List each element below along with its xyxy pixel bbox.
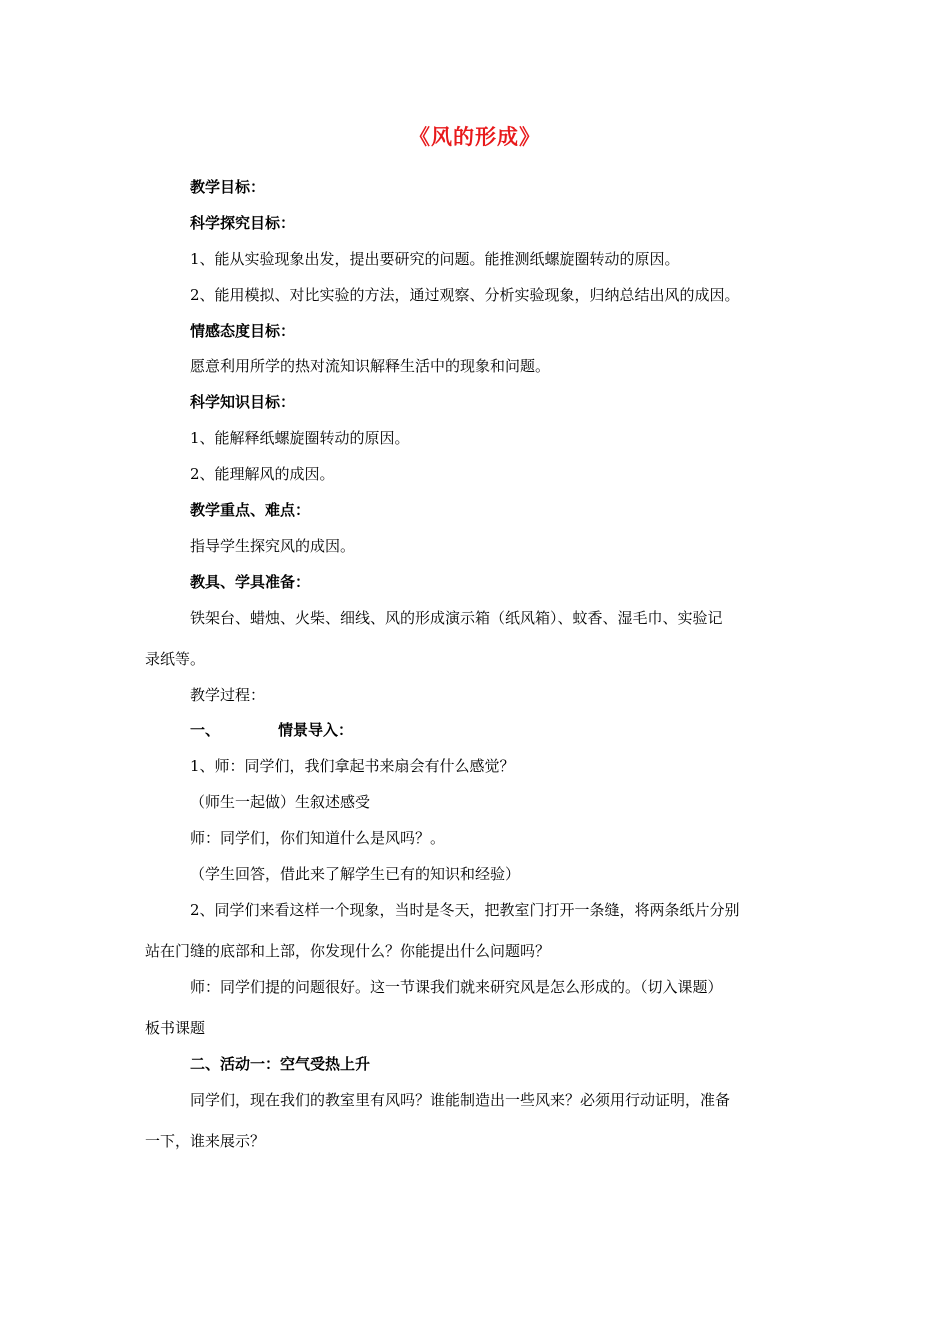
heading-teaching-goals: 教学目标： [190,178,266,196]
paragraph: 1、师：同学们，我们拿起书来扇会有什么感觉？ [190,757,515,775]
paragraph: 1、能从实验现象出发，提出要研究的问题。能推测纸螺旋圈转动的原因。 [190,250,680,268]
paragraph: 1、能解释纸螺旋圈转动的原因。 [190,429,410,447]
heading-activity-one: 二、活动一：空气受热上升 [190,1055,371,1073]
section-number: 一、 [190,721,221,739]
paragraph: 录纸等。 [145,650,206,668]
paragraph: 板书课题 [145,1019,206,1037]
heading-attitude-goals: 情感态度目标： [190,322,296,340]
section-title: 情景导入： [278,721,354,739]
paragraph: 一下，谁来展示？ [145,1132,266,1150]
paragraph: 同学们，现在我们的教室里有风吗？谁能制造出一些风来？必须用行动证明，准备 [190,1091,731,1109]
heading-section-one [190,719,353,741]
paragraph: 2、能用模拟、对比实验的方法，通过观察、分析实验现象，归纳总结出风的成因。 [190,286,740,304]
paragraph: 指导学生探究风的成因。 [190,537,356,555]
paragraph: 师：同学们，你们知道什么是风吗？。 [190,829,446,847]
heading-process: 教学过程： [190,686,266,704]
document-title: 《风的形成》 [409,124,541,149]
paragraph: 2、同学们来看这样一个现象，当时是冬天，把教室门打开一条缝，将两条纸片分别 [190,901,740,919]
heading-key-points: 教学重点、难点： [190,501,311,519]
paragraph: 师：同学们提的问题很好。这一节课我们就来研究风是怎么形成的。（切入课题） [190,978,723,996]
heading-inquiry-goals: 科学探究目标： [190,214,296,232]
heading-knowledge-goals: 科学知识目标： [190,393,296,411]
paragraph: 铁架台、蜡烛、火柴、细线、风的形成演示箱（纸风箱）、蚊香、湿毛巾、实验记 [190,609,723,627]
paragraph: （学生回答，借此来了解学生已有的知识和经验） [190,865,521,883]
paragraph: 站在门缝的底部和上部，你发现什么？你能提出什么问题吗？ [145,942,551,960]
paragraph: 2、能理解风的成因。 [190,465,335,483]
paragraph: （师生一起做）生叙述感受 [190,793,371,811]
paragraph: 愿意利用所学的热对流知识解释生活中的现象和问题。 [190,357,551,375]
heading-materials: 教具、学具准备： [190,573,311,591]
